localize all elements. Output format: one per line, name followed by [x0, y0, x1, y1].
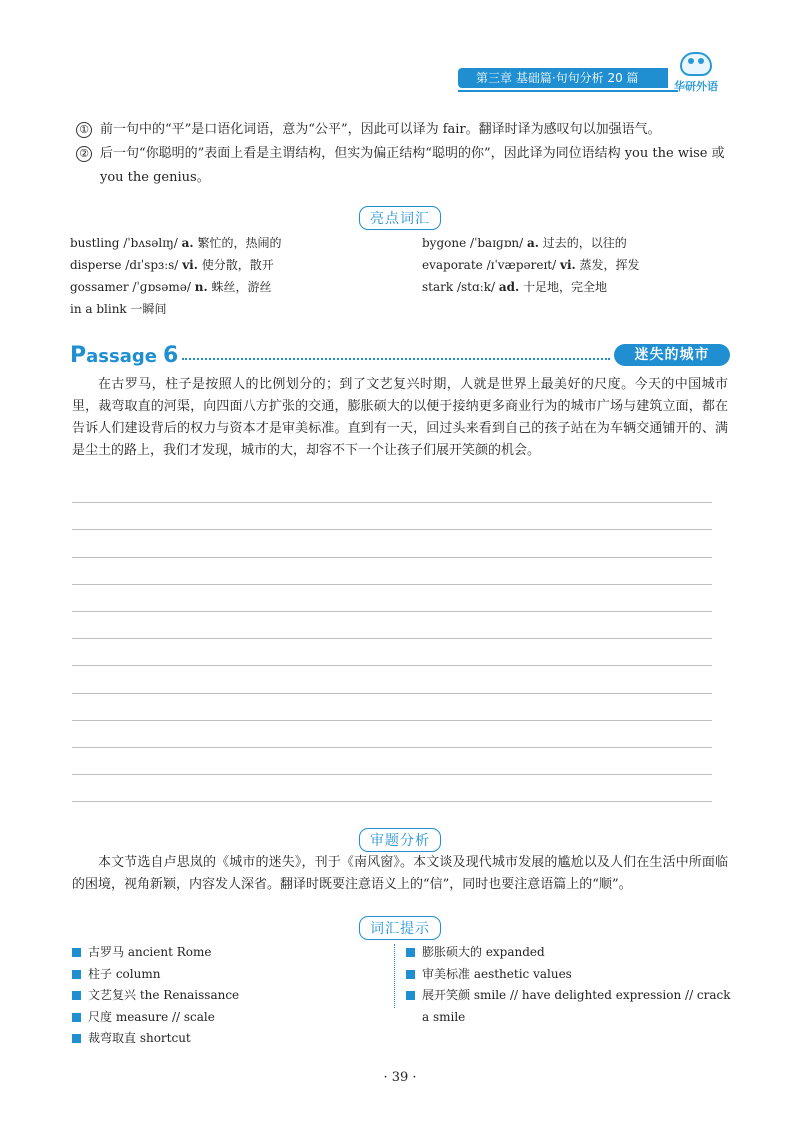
vocab-phonetic: /ˈbʌsəlɪŋ/ [123, 236, 178, 250]
square-bullet-icon [406, 991, 415, 1000]
hint-text: 柱子 column [88, 966, 161, 981]
hint-item [72, 985, 382, 1007]
square-bullet-icon [406, 970, 415, 979]
vocab-word: disperse [70, 258, 122, 272]
hint-text: 文艺复兴 the Renaissance [88, 988, 240, 1002]
note-item [76, 118, 726, 142]
passage-label-initial: P [70, 343, 87, 368]
square-bullet-icon [72, 1034, 81, 1043]
analysis-title: 审题分析 [359, 828, 441, 852]
answer-lines [72, 476, 712, 802]
chapter-header [458, 68, 668, 88]
vocab-pos: a. [181, 236, 194, 250]
vocab-meaning: 使分散，散开 [201, 258, 274, 272]
vocab-entry [422, 276, 640, 298]
note-text: 后一句“你聪明的”表面上看是主谓结构，但实为偏正结构“聪明的你”，因此译为同位语结构 you the wise 或 you the genius。 [100, 146, 725, 185]
vocab-meaning: 过去的，以往的 [542, 236, 627, 250]
hint-text: 展开笑颜 smile // have delighted expression // crack a smile [422, 988, 731, 1024]
vocab-entry [422, 232, 640, 254]
vocab-phonetic: /ˈbaɪɡɒn/ [470, 236, 524, 250]
translation-notes [76, 118, 726, 190]
answer-line [72, 558, 712, 585]
answer-line [72, 585, 712, 612]
hint-item [406, 964, 736, 986]
vocab-entry [70, 276, 281, 298]
vocab-phonetic: /dɪˈspɜːs/ [125, 258, 179, 272]
vocab-meaning: 蒸发，挥发 [579, 258, 640, 272]
answer-line [72, 503, 712, 530]
vocab-word: bustling [70, 236, 120, 250]
vocab-pos: ad. [498, 280, 520, 294]
hint-item [72, 942, 382, 964]
vocab-meaning: 十足地，完全地 [523, 280, 608, 294]
passage-heading [70, 342, 730, 372]
vocab-meaning: 一瞬间 [130, 302, 167, 316]
square-bullet-icon [72, 948, 81, 957]
logo-text: 华研外语 [674, 80, 718, 93]
hint-item [72, 964, 382, 986]
answer-line [72, 476, 712, 503]
vocab-word: evaporate [422, 258, 483, 272]
passage-number: 6 [162, 343, 179, 368]
vocab-phonetic: /ˈɡɒsəmə/ [132, 280, 191, 294]
header-underline [458, 90, 678, 92]
dotted-divider [182, 358, 610, 360]
square-bullet-icon [406, 948, 415, 957]
frog-icon [680, 52, 712, 76]
hints-section-title [0, 916, 800, 940]
answer-line [72, 530, 712, 557]
passage-text: 在古罗马，柱子是按照人的比例划分的；到了文艺复兴时期，人就是世界上最美好的尺度。今天的中国城市里，裁弯取直的河渠，向四面八方扩张的交通，膨胀硕大的以便于接纳更多商业行为的城市广场与建筑立面，都在告诉人们建设背后的权力与资本才是审美标准。直到有一天，回过头来看到自己的孩子站在为车辆交通铺开的、满是尘土的路上，我们才发现，城市的大，却容不下一个让孩子们展开笑颜的机会。 [72, 377, 728, 458]
answer-line [72, 748, 712, 775]
vocab-meaning: 繁忙的，热闹的 [197, 236, 282, 250]
vocab-word: stark [422, 280, 454, 294]
vocab-word: in a blink [70, 302, 127, 316]
hints-title: 词汇提示 [359, 916, 441, 940]
hint-text: 膨胀硕大的 expanded [422, 945, 545, 959]
hint-text: 尺度 measure // scale [88, 1009, 215, 1024]
vocab-entry [70, 298, 281, 320]
vocab-meaning: 蛛丝，游丝 [211, 280, 272, 294]
square-bullet-icon [72, 991, 81, 1000]
vocab-phonetic: /ɪˈvæpəreɪt/ [486, 258, 557, 272]
note-item [76, 142, 726, 190]
analysis-text: 本文节选自卢思岚的《城市的迷失》，刊于《南风窗》。本文谈及现代城市发展的尴尬以及人们在生活中所面临的困境，视角新颖，内容发人深省。翻译时既要注意语义上的“信”，同时也要注意语篇上的“顺”。 [72, 855, 728, 892]
vocab-column-left [70, 232, 281, 320]
answer-line [72, 721, 712, 748]
passage-label-rest: assage [86, 346, 157, 367]
hints-column-left [72, 942, 382, 1050]
vocab-entry [70, 254, 281, 276]
passage-label [70, 342, 178, 371]
passage-title: 迷失的城市 [614, 344, 730, 366]
hint-item [72, 1028, 382, 1050]
vocab-pos: n. [194, 280, 208, 294]
hint-item [406, 985, 736, 1028]
square-bullet-icon [72, 970, 81, 979]
answer-line [72, 639, 712, 666]
vocab-word: bygone [422, 236, 467, 250]
answer-line [72, 612, 712, 639]
vocab-title: 亮点词汇 [359, 206, 441, 230]
answer-line [72, 775, 712, 802]
hint-text: 古罗马 ancient Rome [88, 945, 212, 959]
vocab-phonetic: /stɑːk/ [456, 280, 496, 294]
page-number: · 39 · [383, 1070, 417, 1085]
vocab-column-right [422, 232, 640, 298]
hint-item [72, 1007, 382, 1029]
publisher-logo [672, 52, 720, 100]
analysis-section-title [0, 828, 800, 852]
vocab-section-title [0, 206, 800, 230]
note-number: ① [76, 122, 92, 138]
hints-divider [394, 944, 395, 1008]
chapter-label: 第三章 基础篇·句句分析 20 篇 [476, 71, 639, 85]
hint-text: 裁弯取直 shortcut [88, 1031, 191, 1045]
vocab-pos: vi. [182, 258, 198, 272]
vocab-pos: a. [527, 236, 539, 250]
hint-item [406, 942, 736, 964]
hints-column-right [406, 942, 736, 1028]
vocab-pos: vi. [559, 258, 576, 272]
answer-line [72, 666, 712, 693]
vocab-entry [70, 232, 281, 254]
hint-text: 审美标准 aesthetic values [422, 966, 572, 981]
answer-line [72, 694, 712, 721]
square-bullet-icon [72, 1013, 81, 1022]
vocab-word: gossamer [70, 280, 129, 294]
note-text: 前一句中的“平”是口语化词语，意为“公平”，因此可以译为 fair。翻译时译为感叹句以加强语气。 [100, 122, 661, 137]
vocab-entry [422, 254, 640, 276]
note-number: ② [76, 146, 92, 162]
